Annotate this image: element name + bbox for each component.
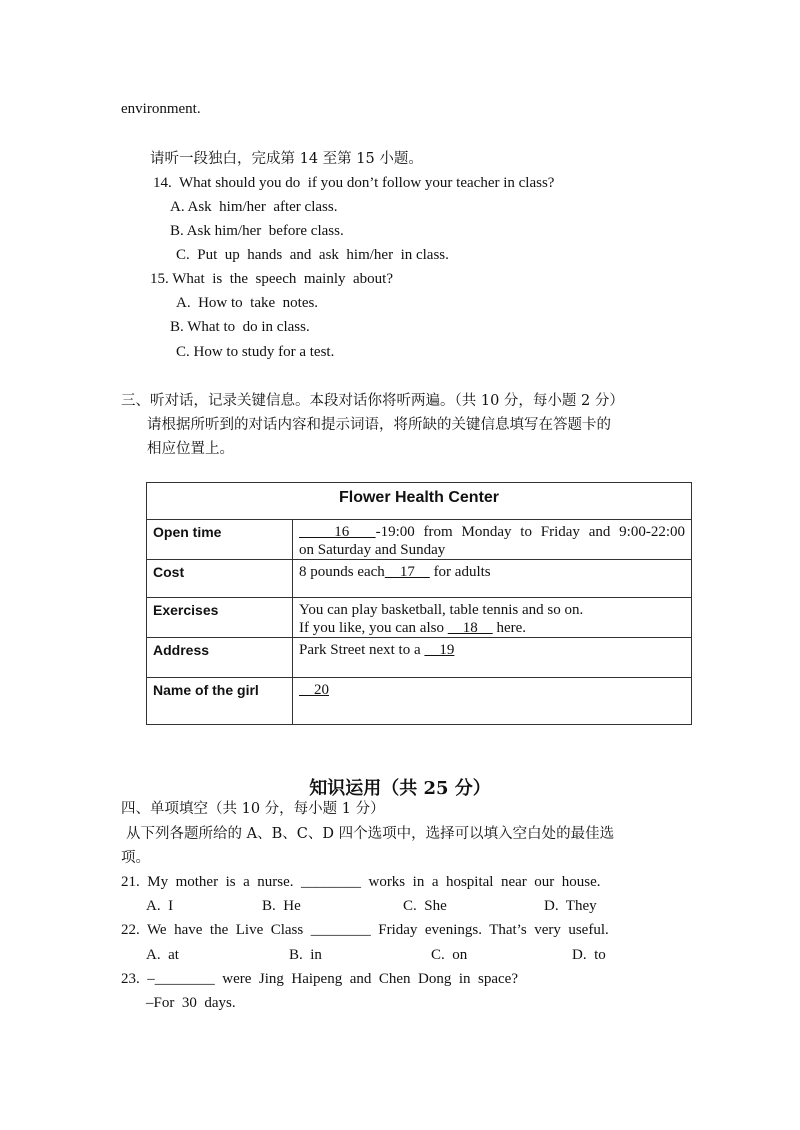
question-14-option-b: B. Ask him/her before class. [170, 223, 344, 239]
question-21-option-c: C. She [403, 898, 447, 914]
section4-title: 四、单项填空（共 10 分，每小题 1 分） [121, 801, 385, 817]
knowledge-heading: 知识运用（共 25 分） [309, 778, 491, 799]
question-23-text: 23. – [121, 971, 155, 987]
question-21-text: 21. My mother is a nurse. [121, 874, 301, 890]
blank-16: 16 [299, 524, 376, 540]
exercises-line1: You can play basketball, table tennis and so on. [299, 602, 584, 618]
question-22-option-a: A. at [146, 947, 179, 963]
text-fragment: environment. [121, 101, 201, 117]
question-22-text-after: Friday evenings. That’s very useful. [370, 922, 609, 938]
question-21-stem [121, 873, 601, 891]
question-15-option-a: A. How to take notes. [176, 295, 319, 311]
exercises-text-after: here. [492, 620, 527, 636]
question-23-stem [121, 970, 518, 988]
question-22-blank: ________ [310, 922, 371, 938]
question-23-text-after: were Jing Haipeng and Chen Dong in space? [214, 971, 519, 987]
table-title: Flower Health Center [147, 483, 692, 520]
question-15-option-c: C. How to study for a test. [176, 344, 335, 360]
question-22-option-b: B. in [289, 947, 322, 963]
open-time-text: -19:00 from Monday to Friday and 9:00-22:00 [375, 524, 685, 540]
cost-text-after: for adults [429, 564, 491, 580]
address-text: Park Street next to a [299, 642, 425, 658]
row-value-open-time [293, 520, 692, 560]
exercises-text: If you like, you can also [299, 620, 448, 636]
question-15-option-b: B. What to do in class. [170, 319, 310, 335]
question-14-stem: 14. What should you do if you don’t follow your teacher in class? [153, 175, 555, 191]
section4-instruction-line1: 从下列各题所给的 A、B、C、D 四个选项中，选择可以填入空白处的最佳选 [126, 826, 615, 842]
question-14-option-c: C. Put up hands and ask him/her in class. [176, 247, 449, 263]
row-value-exercises [293, 598, 692, 638]
question-21-option-a: A. I [146, 898, 174, 914]
row-value-name [293, 678, 692, 725]
question-14-option-a: A. Ask him/her after class. [170, 199, 338, 215]
info-table [146, 482, 692, 725]
question-21-option-b: B. He [262, 898, 301, 914]
cost-text: 8 pounds each [299, 564, 385, 580]
question-21-option-d: D. They [544, 898, 597, 914]
row-value-cost [293, 560, 692, 598]
row-label-cost: Cost [147, 560, 293, 598]
question-22-option-c: C. on [431, 947, 468, 963]
question-22-option-d: D. to [572, 947, 606, 963]
blank-17: 17 [384, 564, 430, 580]
row-label-name: Name of the girl [147, 678, 293, 725]
blank-18: 18 [447, 620, 493, 636]
section2-instruction: 请听一段独白，完成第 14 至第 15 小题。 [150, 151, 423, 167]
question-21-blank: ________ [300, 874, 361, 890]
row-label-open-time: Open time [147, 520, 293, 560]
question-21-text-after: works in a hospital near our house. [360, 874, 601, 890]
section3-title: 三、听对话，记录关键信息。本段对话你将听两遍。（共 10 分，每小题 2 分） [121, 393, 624, 409]
blank-20: 20 [299, 682, 329, 698]
question-15-stem: 15. What is the speech mainly about? [150, 271, 393, 287]
section4-instruction-line2: 项。 [121, 850, 150, 866]
question-23-reply: –For 30 days. [146, 995, 236, 1011]
row-label-exercises: Exercises [147, 598, 293, 638]
question-22-text: 22. We have the Live Class [121, 922, 311, 938]
blank-19: 19 [424, 642, 455, 658]
section3-instruction-line1: 请根据所听到的对话内容和提示词语，将所缺的关键信息填写在答题卡的 [147, 417, 611, 433]
question-23-blank: ________ [154, 971, 215, 987]
section3-instruction-line2: 相应位置上。 [147, 441, 234, 457]
open-time-line2: on Saturday and Sunday [299, 542, 446, 558]
question-22-stem [121, 921, 609, 939]
row-label-address: Address [147, 638, 293, 678]
row-value-address [293, 638, 692, 678]
